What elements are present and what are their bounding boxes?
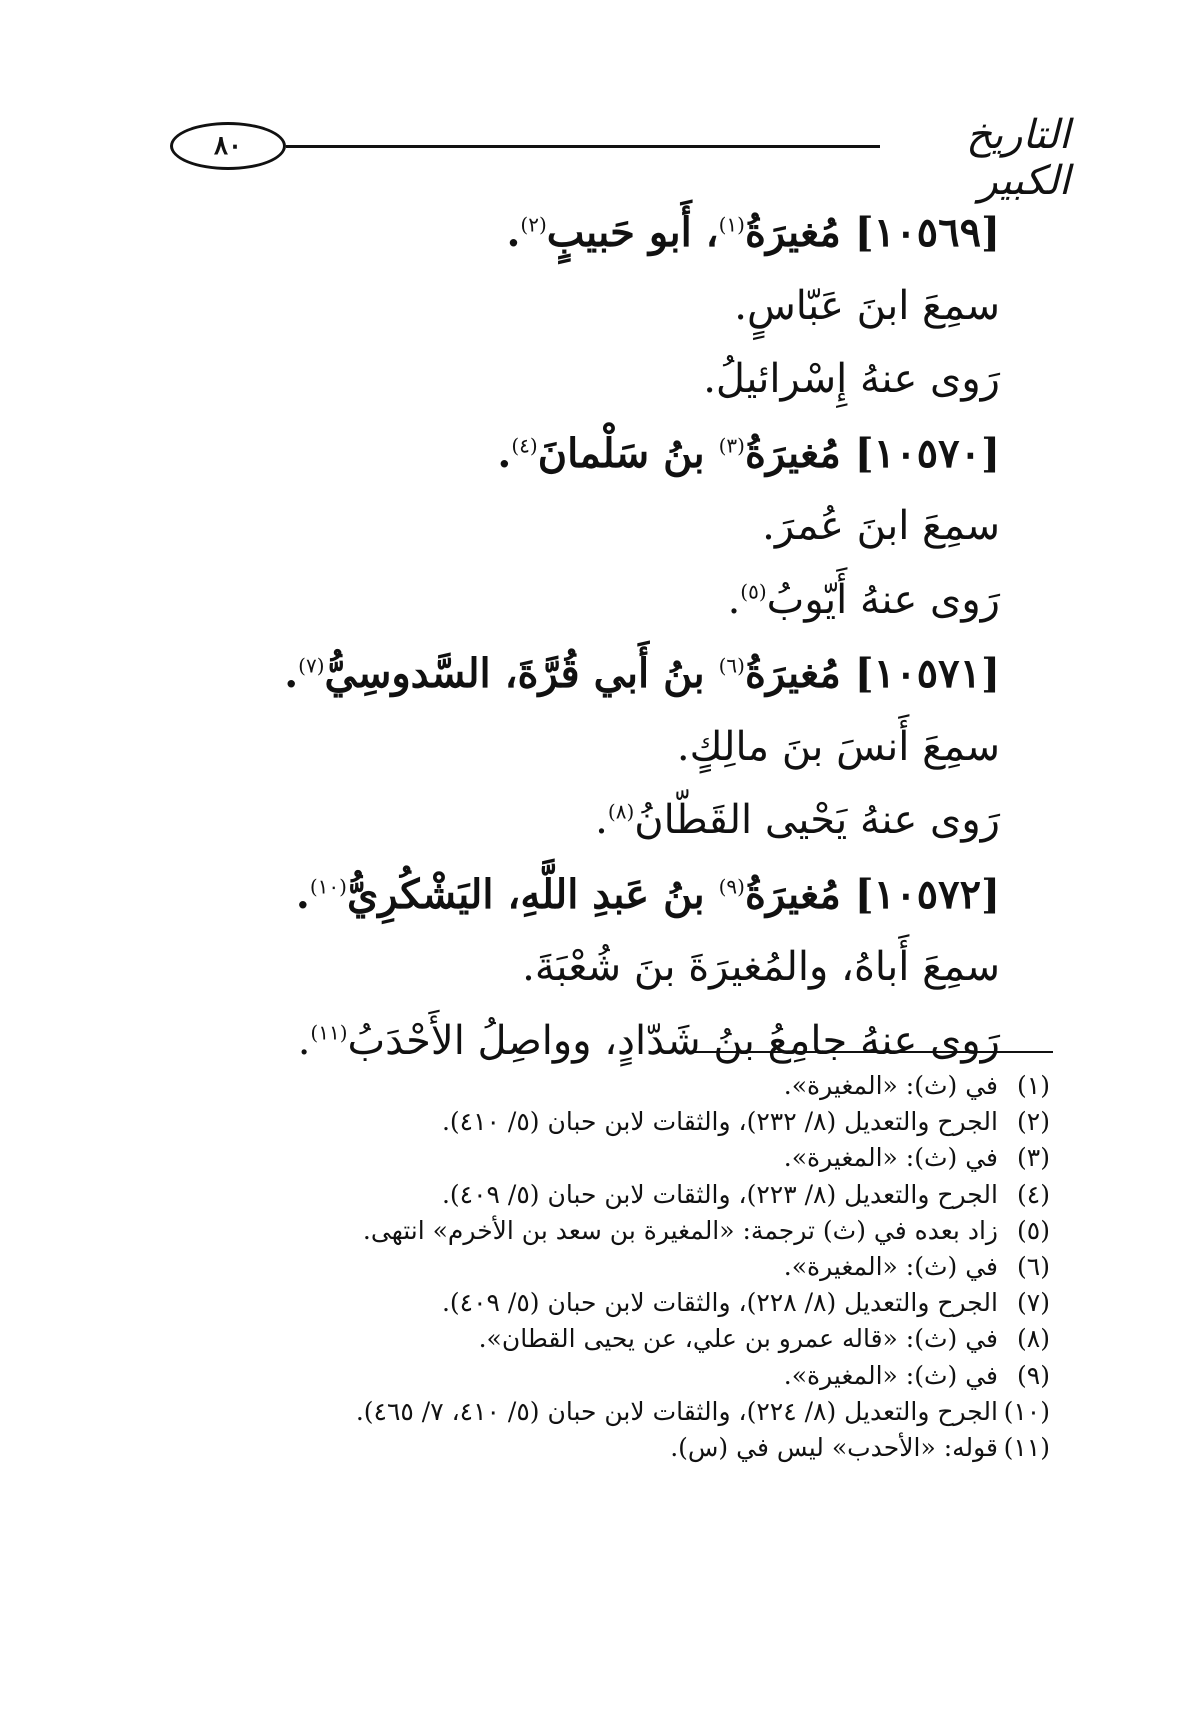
footnote-text: الجرح والتعديل (٨/ ٢٢٤)، والثقات لابن حبان (٥/ ٤١٠، ٧/ ٤٦٥).	[355, 1396, 998, 1426]
entry-heading: [١٠٥٧٠] مُغيرَةُ$^{(٣)}$ بنُ سَلْمانَ$^{(٤)}$.	[497, 429, 1000, 477]
footnote	[250, 1394, 1050, 1430]
entry-line: سمِعَ ابنَ عَبّاسٍ.	[734, 282, 1000, 329]
footnote-number: (٥)	[1017, 1215, 1050, 1245]
main-text	[284, 196, 1000, 1078]
page-header	[170, 108, 1070, 204]
entry-line: سمِعَ ابنَ عُمرَ.	[762, 503, 1000, 549]
footnote-ref: (٦)	[718, 653, 745, 678]
footnote-text: في (ث): «قاله عمرو بن علي، عن يحيى القطان».	[478, 1324, 998, 1354]
footnote	[250, 1321, 1050, 1357]
entry-line: رَوى عنهُ جامِعُ بنُ شَدّادٍ، وواصِلُ الأَحْدَبُ$^{(١١)}$.	[297, 1017, 1000, 1064]
entry-line: رَوى عنهُ يَحْيى القَطّانُ$^{(٨)}$.	[595, 797, 1000, 843]
footnote-text: الجرح والتعديل (٨/ ٢٢٨)، والثقات لابن حبان (٥/ ٤٠٩).	[441, 1288, 998, 1318]
footnote-number: (١١)	[1003, 1432, 1050, 1462]
entry-heading: [١٠٥٧١] مُغيرَةُ$^{(٦)}$ بنُ أَبي قُرَّةَ، السَّدوسِيُّ$^{(٧)}$.	[284, 650, 1000, 697]
footnote	[250, 1358, 1050, 1394]
footnote-number: (٢)	[1017, 1107, 1050, 1137]
footnote-number: (٧)	[1017, 1288, 1050, 1318]
footnote-number: (٨)	[1017, 1324, 1050, 1354]
footnote-text: زاد بعده في (ث) ترجمة: «المغيرة بن سعد بن الأخرم» انتهى.	[362, 1215, 998, 1245]
footnote-number: (٩)	[1017, 1360, 1050, 1390]
footnote-ref: (٥)	[740, 579, 767, 604]
footnote-text: في (ث): «المغيرة».	[783, 1071, 998, 1100]
footnote-ref: (٣)	[718, 433, 745, 458]
footnote-text: الجرح والتعديل (٨/ ٢٣٢)، والثقات لابن حبان (٥/ ٤١٠).	[441, 1107, 998, 1137]
footnotes	[250, 1068, 1050, 1466]
footnote-text: قوله: «الأحدب» ليس في (س).	[670, 1432, 998, 1462]
footnote-ref: (٧)	[298, 653, 325, 678]
footnote	[250, 1213, 1050, 1249]
entry-heading: [١٠٥٦٩] مُغيرَةُ$^{(١)}$، أَبو حَبيبٍ$^{(٢)}$.	[506, 209, 1000, 256]
header-rule	[286, 145, 880, 148]
footnote-number: (٦)	[1017, 1251, 1050, 1281]
footnote	[250, 1285, 1050, 1321]
footnote-text: في (ث): «المغيرة».	[783, 1360, 998, 1390]
footnote-ref: (٤)	[511, 433, 538, 458]
footnote	[250, 1140, 1050, 1176]
footnote-ref: (٩)	[718, 874, 745, 899]
footnote-ref: (٢)	[520, 212, 547, 237]
footnote-ref: (١٠)	[309, 874, 347, 899]
footnote-text: الجرح والتعديل (٨/ ٢٢٣)، والثقات لابن حبان (٥/ ٤٠٩).	[441, 1179, 998, 1209]
footnote-ref: (٨)	[607, 799, 635, 824]
page-number: ٨٠	[170, 122, 286, 170]
footnote-number: (١٠)	[1003, 1396, 1050, 1426]
footnote-number: (٤)	[1017, 1179, 1050, 1209]
entry-line: رَوى عنهُ أَيّوبُ$^{(٥)}$.	[727, 576, 1000, 623]
footnote	[250, 1430, 1050, 1466]
entry-heading: [١٠٥٧٢] مُغيرَةُ$^{(٩)}$ بنُ عَبدِ اللَّهِ، اليَشْكُرِيُّ$^{(١٠)}$.	[295, 870, 1000, 918]
footnote	[250, 1068, 1050, 1104]
footnote-text: في (ث): «المغيرة».	[783, 1143, 998, 1173]
footnote	[250, 1104, 1050, 1140]
footnote-ref: (١١)	[310, 1020, 348, 1045]
entry-line: سمِعَ أَباهُ، والمُغيرَةَ بنَ شُعْبَةَ.	[522, 944, 1000, 990]
footnote	[250, 1249, 1050, 1285]
footnote-number: (٣)	[1017, 1143, 1050, 1173]
entry-line: رَوى عنهُ إِسْرائيلُ.	[703, 356, 1000, 402]
footnote-ref: (١)	[718, 212, 745, 237]
footnote-text: في (ث): «المغيرة».	[783, 1251, 998, 1281]
book-title: التاريخ الكبير	[966, 112, 1070, 204]
footnote-number: (١)	[1017, 1071, 1050, 1100]
footnote-separator	[688, 1051, 1053, 1053]
footnote	[250, 1177, 1050, 1213]
entry-line: سمِعَ أَنسَ بنَ مالِكٍ.	[676, 723, 1000, 770]
